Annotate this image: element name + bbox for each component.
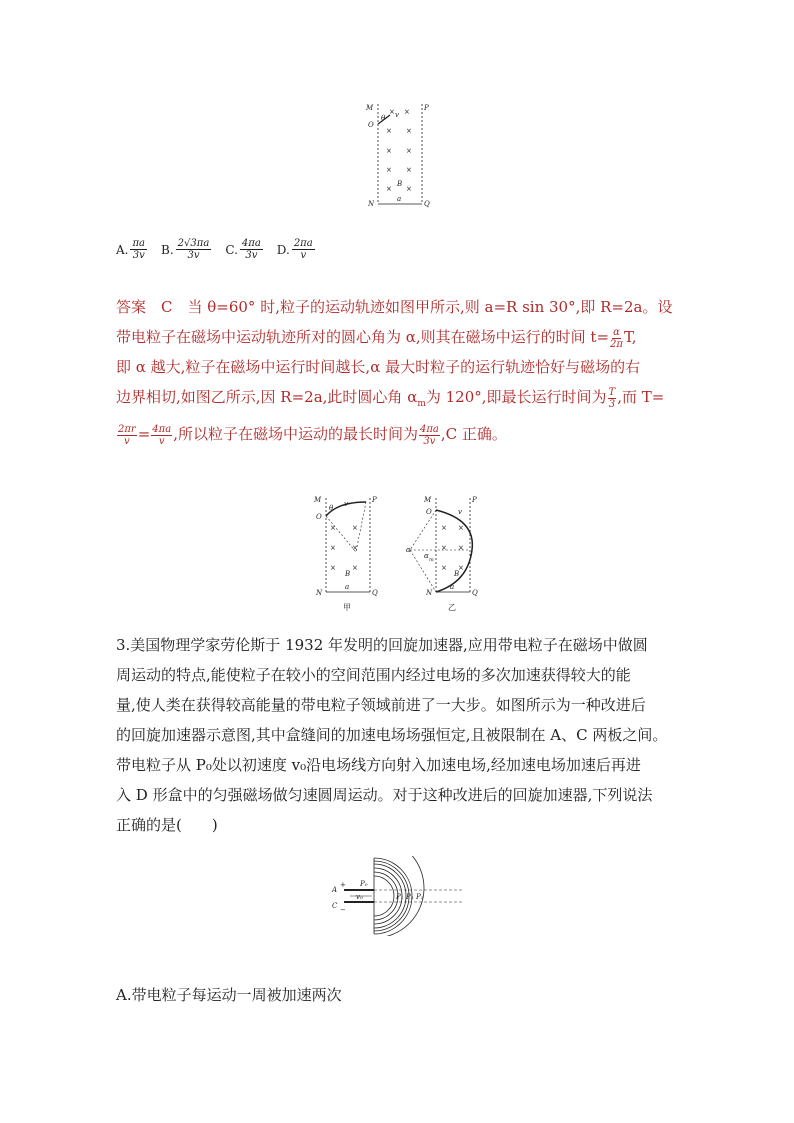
option-a[interactable]: A. $\frac{\pi a}{3v}$ [116,238,146,261]
label-v: v [395,111,399,119]
answer-line-2: 带电粒子在磁场中运动轨迹所对的圆心角为 α,则其在磁场中运行的时间 t= $\frac{\alpha}{2\pi}$ T, [116,326,637,350]
diagram-crosses [330,524,464,572]
svg-text:×: × [386,147,392,155]
label-M: M [366,104,374,112]
q3-line: 的回旋加速器示意图,其中盒缝间的加速电场场强恒定,且被限制在 A、C 两板之间。 [116,726,668,744]
label-P2: P₂ [406,893,414,901]
svg-text:×: × [352,524,358,532]
svg-text:×: × [458,564,464,572]
svg-text:×: × [406,185,412,193]
jia-label-O: O [316,513,322,521]
label-C: C [332,902,338,910]
svg-text:×: × [458,544,464,552]
svg-text:×: × [406,147,412,155]
answer-explanation [116,292,682,449]
yi-label-v: v [458,508,462,516]
answer-line-5: $\frac{2\pi r}{v}$ = $\frac{4\pi a}{v}$ ,所以粒子在磁场中运动的最长时间为 $\frac{4\pi a}{3v}$ ,C 正确。 [118,423,507,447]
q3-line: 入 D 形盒中的匀强磁场做匀速圆周运动。对于这种改进后的回旋加速器,下列说法 [116,786,653,804]
field-diagram [360,98,440,214]
jia-label-M: M [314,496,322,504]
svg-text:×: × [406,166,412,174]
q3-line: 带电粒子从 P₀处以初速度 v₀沿电场线方向射入加速电场,经加速电场加速后再进 [116,756,641,774]
yi-label-m: m [429,557,434,563]
answer-options [116,238,329,261]
yi-label-alpha-m: α [424,552,429,560]
svg-text:×: × [441,544,447,552]
yi-label-M: M [424,496,432,504]
label-a: a [397,195,402,203]
q3-line: 正确的是( ) [116,816,218,834]
label-P3: P₃ [416,893,424,901]
q3-line: 周运动的特点,能使粒子在较小的空间范围内经过电场的多次加速获得较大的能 [116,666,631,684]
label-plus: + [340,881,346,889]
jia-label-a: a [345,583,350,591]
label-theta: θ [381,114,386,122]
svg-text:×: × [441,524,447,532]
yi-label-N: N [426,589,433,597]
svg-text:×: × [404,108,410,116]
jia-label-theta: θ [329,504,334,512]
yi-label-Q: Q [472,589,478,597]
q3-line: 3.美国物理学家劳伦斯于 1932 年发明的回旋加速器,应用带电粒子在磁场中做圆 [116,636,648,654]
caption-jia: 甲 [343,603,351,612]
option-b[interactable]: B. $\frac{2√3\pi a}{3v}$ [161,238,210,261]
label-B: B [397,180,403,188]
q3-option-a[interactable]: A.带电粒子每运动一周被加速两次 [116,986,342,1004]
svg-text:×: × [352,544,358,552]
svg-text:×: × [386,166,392,174]
svg-text:×: × [330,524,336,532]
option-c[interactable]: C. $\frac{4\pi a}{3v}$ [225,238,261,261]
yi-label-B: B [454,570,460,578]
yi-label-O: O [426,508,432,516]
svg-text:×: × [386,127,392,135]
svg-text:×: × [389,108,395,116]
answer-line-1: 答案 C 当 θ=60° 时,粒子的运动轨迹如图甲所示,则 a=R sin 30°,即 R=2a。设 [116,298,673,316]
label-P0: P₀ [360,880,368,888]
diagram-jia [313,496,378,612]
label-N: N [368,200,375,208]
svg-text:×: × [352,564,358,572]
question-3 [116,630,682,840]
label-P: P [424,104,429,112]
svg-text:×: × [330,564,336,572]
caption-yi: 乙 [448,603,456,612]
svg-text:×: × [441,564,447,572]
yi-label-a: a [450,583,455,591]
option-d[interactable]: D. $\frac{2\pi a}{v}$ [276,238,313,261]
svg-text:×: × [386,185,392,193]
label-minus: − [340,906,346,914]
jia-label-N: N [316,589,323,597]
label-O: O [368,121,374,129]
label-A: A [332,886,338,894]
q3-line: 量,使人类在获得较高能量的带电粒子领域前进了一大步。如图所示为一种改进后 [116,696,646,714]
yi-label-alpha: α [406,546,411,554]
trajectory-diagrams [308,490,484,616]
label-P1: P₁ [396,893,404,901]
jia-label-B: B [345,570,351,578]
label-Q: Q [424,200,430,208]
diagram-yi [406,496,478,612]
yi-label-P: P [472,496,477,504]
jia-label-v: v [344,500,348,508]
svg-text:×: × [406,127,412,135]
svg-text:×: × [330,544,336,552]
svg-text:×: × [458,524,464,532]
jia-label-Q: Q [372,589,378,597]
answer-line-3: 即 α 越大,粒子在磁场中运行时间越长,α 最大时粒子的运行轨迹恰好与磁场的右 [116,358,641,376]
cyclotron-diagram [326,856,468,936]
jia-label-P: P [372,496,377,504]
answer-line-4: 边界相切,如图乙所示,因 R=2a,此时圆心角 $\alpha_m$为 120°,即最长运行时间为 $\frac{T}{3}$ ,而 T= [116,386,665,410]
label-v0: v₀ [356,893,363,901]
